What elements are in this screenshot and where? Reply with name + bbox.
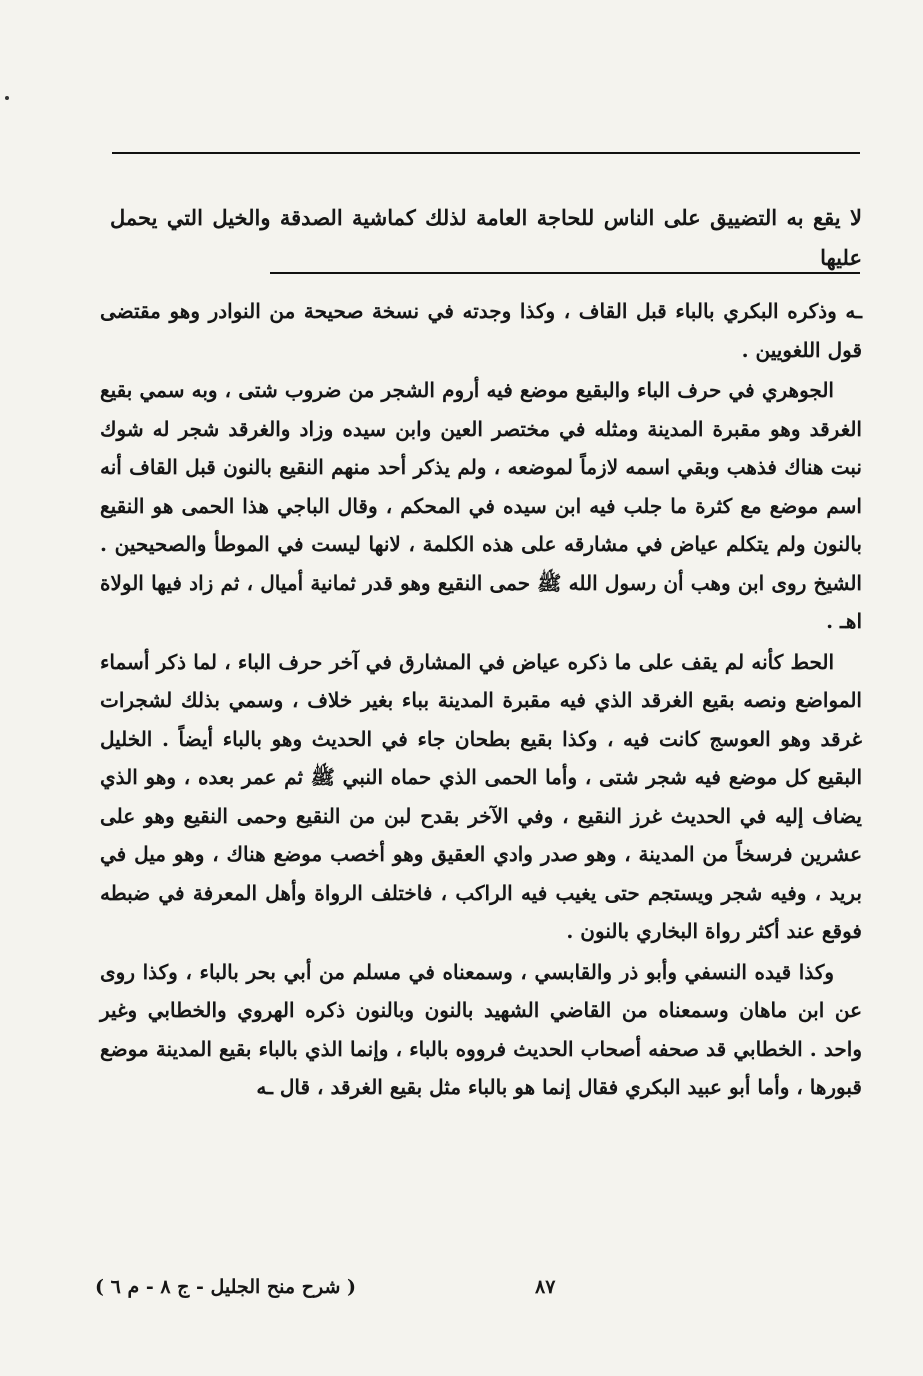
paragraph-2: الجوهري في حرف الباء والبقيع موضع فيه أروم الشجر من ضروب شتى ، وبه سمي بقيع الغرقد وهو مقبرة المدينة ومثله في مختصر العين وابن سيده وزاد والغرقد شجر له شوك نبت هناك فذهب وبقي اسمه لازماً لموضعه ، ولم يذكر أحد منهم النقيع بالنون قبل القاف أنه اسم موضع مع كثرة ما جلب فيه ابن سيده في المحكم ، وقال الباجي هذا الحمى هو النقيع بالنون ولم يتكلم عياض في مشارقه على هذه الكلمة ، لانها ليست في الموطأ والصحيحين . الشيخ روى ابن وهب أن رسول الله ﷺ حمى النقيع وهو قدر ثمانية أميال ، ثم زاد فيها الولاة اهـ .: [100, 378, 862, 633]
top-rule: [112, 152, 860, 154]
footer-reference: ( شرح منح الجليل - ج ٨ - م ٦ ): [95, 1276, 356, 1298]
body-text: [100, 292, 862, 1107]
paragraph-1: ـه وذكره البكري بالباء قبل القاف ، وكذا وجدته في نسخة صحيحة من النوادر وهو مقتضى قول اللغويين .: [100, 299, 862, 362]
previous-page-continuation-line: لا يقع به التضييق على الناس للحاجة العامة لذلك كماشية الصدقة والخيل التي يحمل عليها: [110, 205, 862, 270]
paragraph-4: وكذا قيده النسفي وأبو ذر والقابسي ، وسمعناه في مسلم من أبي بحر بالباء ، وكذا روى عن ابن ماهان وسمعناه من القاضي الشهيد بالنون وبالنون ذكره الهروي والخطابي وغير واحد . الخطابي قد صحفه أصحاب الحديث فرووه بالباء ، وإنما الذي بالباء بقيع المدينة موضع قبورها ، وأما أبو عبيد البكري فقال إنما هو بالباء مثل بقيع الغرقد ، قال ـه: [100, 959, 862, 1099]
page-footer: [95, 1276, 865, 1306]
paragraph-3: الحط كأنه لم يقف على ما ذكره عياض في المشارق في آخر حرف الباء ، لما ذكر أسماء المواضع ونصه بقيع الغرقد الذي فيه مقبرة المدينة بباء بغير خلاف ، وسمي بذلك لشجرات غرقد وهو العوسج كانت فيه ، وكذا بقيع بطحان جاء في الحديث وهو بالباء أيضاً . الخليل البقيع كل موضع فيه شجر شتى ، وأما الحمى الذي حماه النبي ﷺ ثم عمر بعده ، وهو الذي يضاف إليه في الحديث غرز النقيع ، وفي الآخر بقدح لبن من النقيع وحمى النقيع وهو على عشرين فرسخاً من المدينة ، وهو صدر وادي العقيق وهو أخصب موضع هناك ، وهو ميل في بريد ، وفيه شجر ويستجم حتى يغيب فيه الراكب ، فاختلف الرواة وأهل المعرفة في ضبطه فوقع عند أكثر رواة البخاري بالنون .: [100, 649, 862, 943]
speck-mark: [5, 96, 9, 100]
footnote-separator-rule: [270, 272, 860, 274]
page-number: ٨٧: [535, 1276, 556, 1298]
